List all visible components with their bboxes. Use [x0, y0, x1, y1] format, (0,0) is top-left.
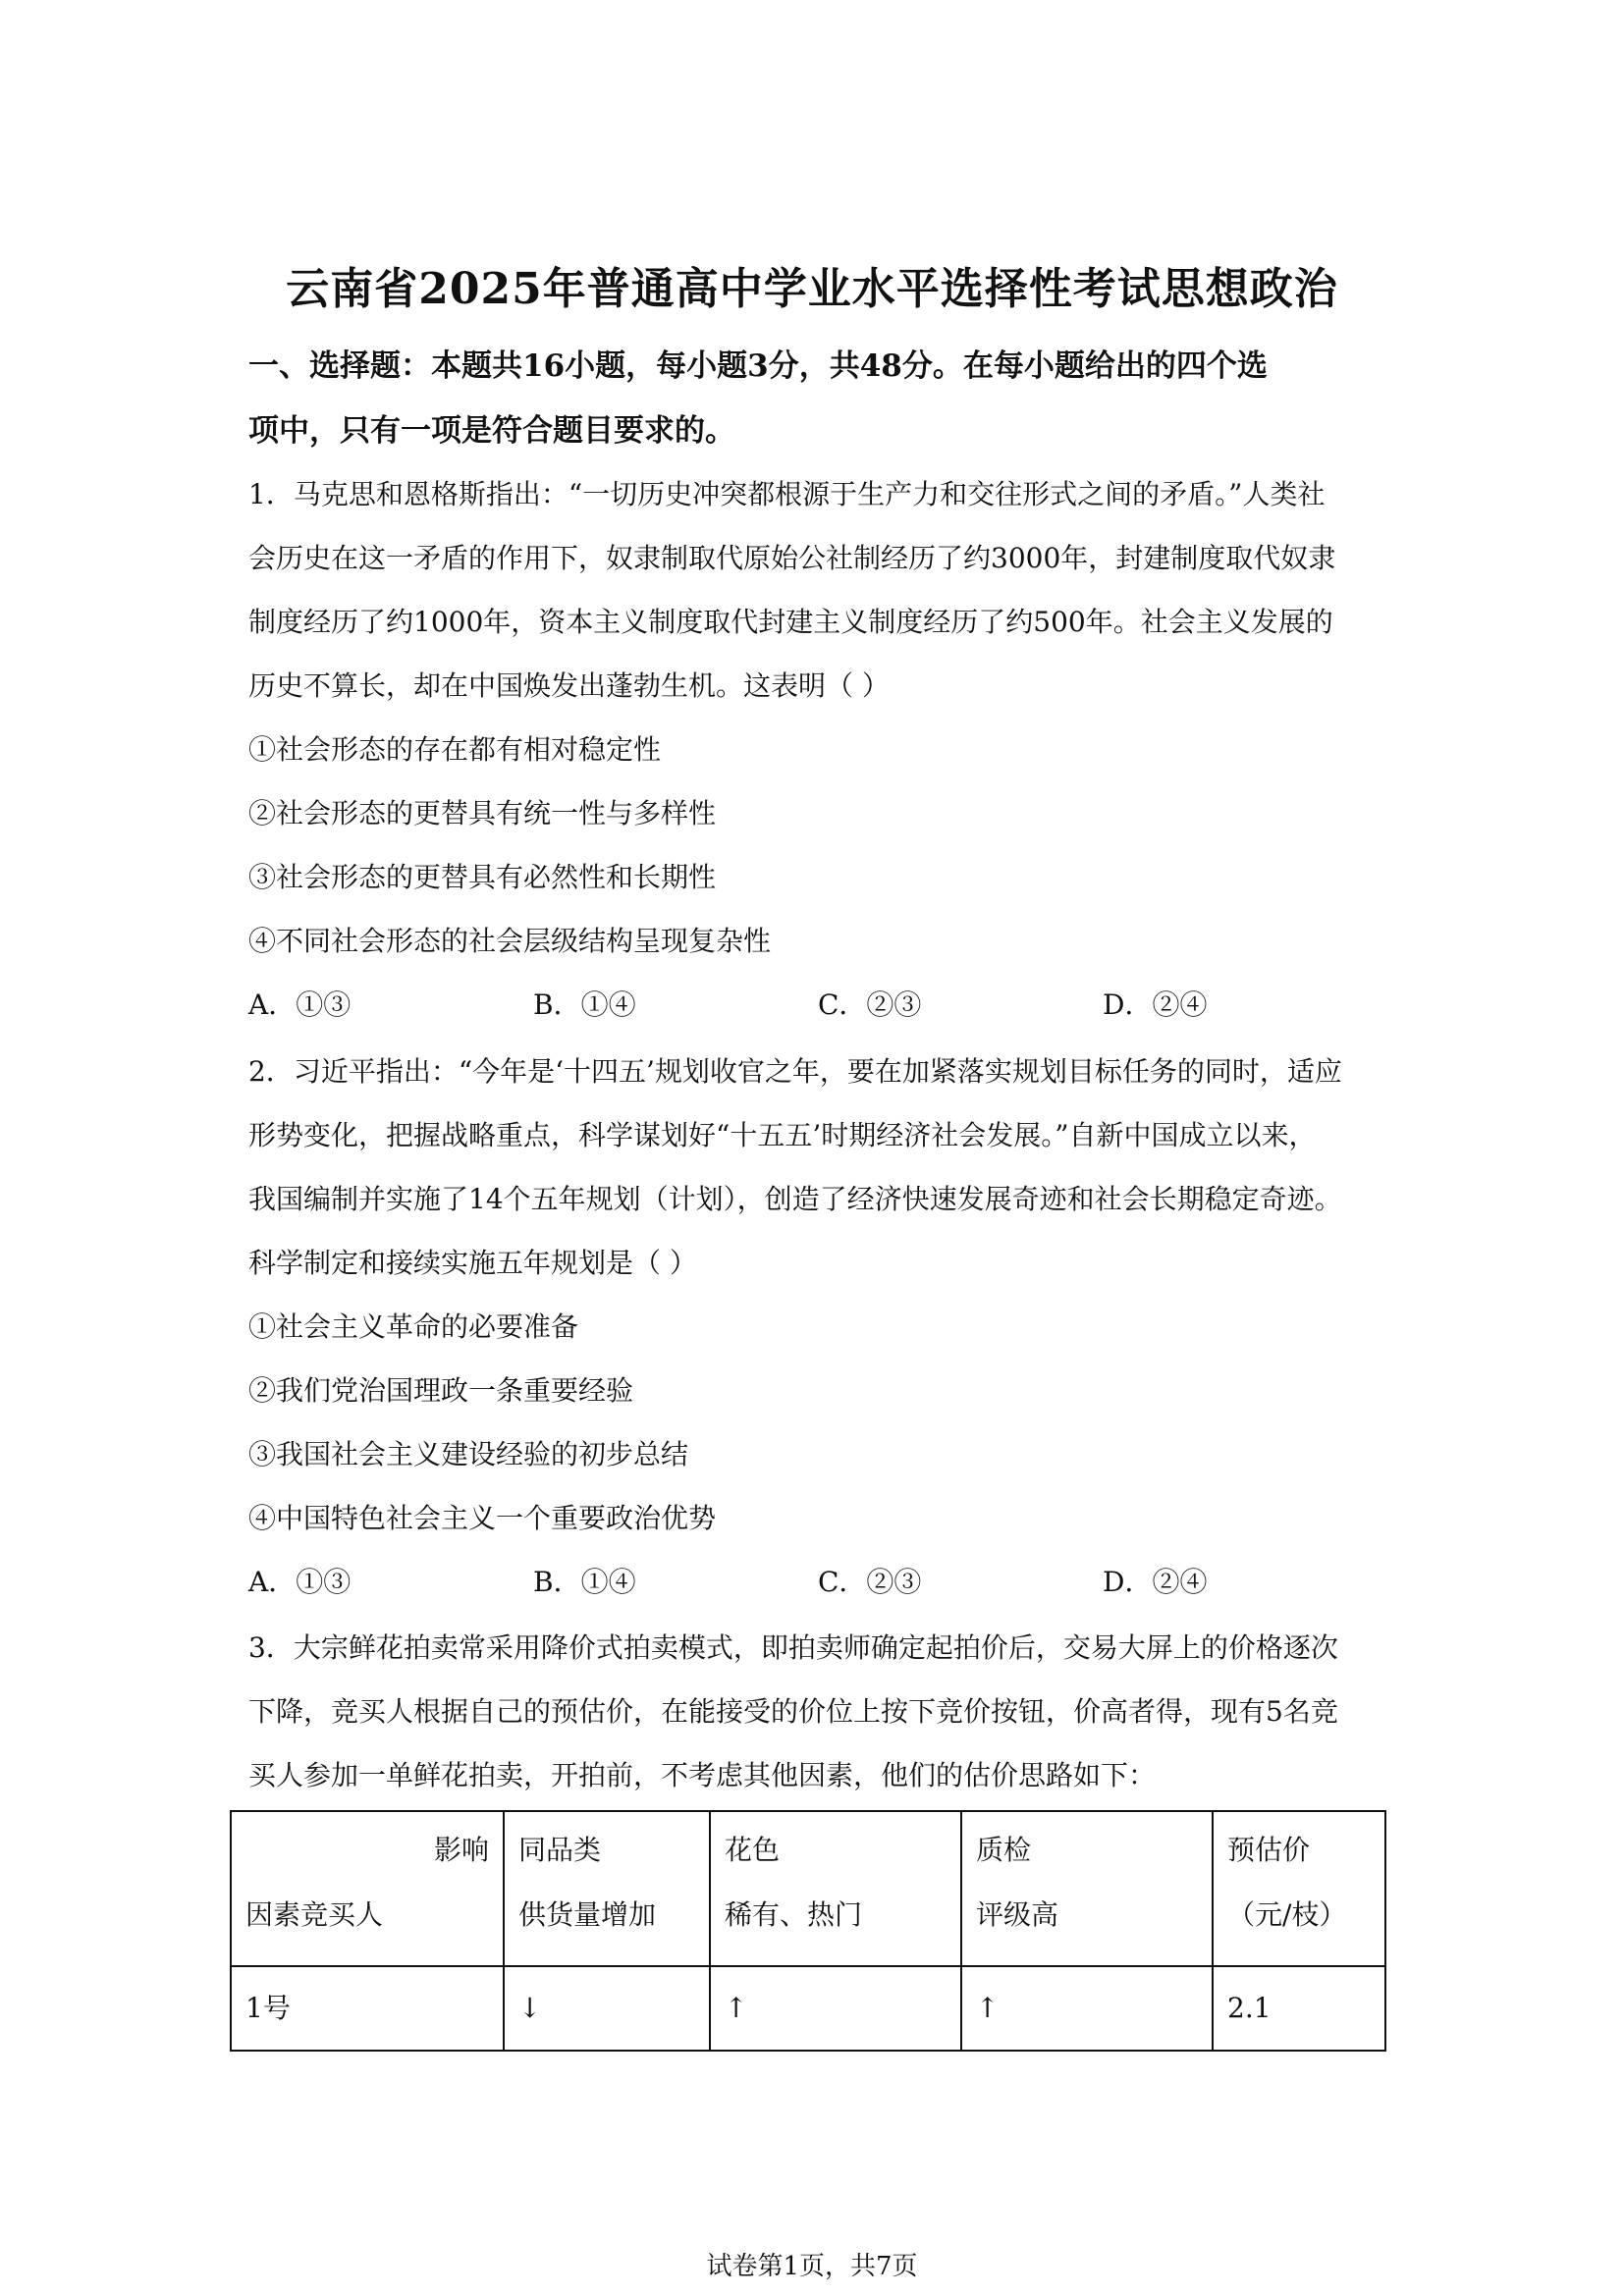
header-line-top: 质检	[976, 1834, 1032, 1866]
header-line-bottom: （元/枝）	[1227, 1898, 1347, 1931]
q1-option-b[interactable]: B．①④	[533, 988, 636, 1021]
q3-stem-line-1: 3．大宗鲜花拍卖常采用降价式拍卖模式，即拍卖师确定起拍价后，交易大屏上的价格逐次	[248, 1631, 1338, 1664]
section-heading-line-1: 一、选择题：本题共16小题，每小题3分，共48分。在每小题给出的四个选	[248, 348, 1268, 384]
q1-item-2: ②社会形态的更替具有统一性与多样性	[248, 797, 717, 829]
table-cell: ↓	[504, 1966, 710, 2051]
table-cell: ↑	[961, 1966, 1213, 2051]
header-line-bottom: 评级高	[976, 1898, 1059, 1931]
exam-title: 云南省2025年普通高中学业水平选择性考试思想政治	[286, 264, 1338, 314]
table-header-row	[231, 1811, 1385, 1966]
q2-option-d[interactable]: D．②④	[1103, 1566, 1208, 1598]
q2-item-2: ②我们党治国理政一条重要经验	[248, 1374, 634, 1407]
header-line-top: 影响	[433, 1834, 489, 1866]
q2-stem-line-3: 我国编制并实施了14个五年规划（计划），创造了经济快速发展奇迹和社会长期稳定奇迹。	[248, 1183, 1342, 1215]
table-header-cell	[710, 1811, 961, 1966]
q3-stem-line-2: 下降，竞买人根据自己的预估价，在能接受的价位上按下竞价按钮，价高者得，现有5名竞	[248, 1695, 1338, 1728]
table-header-cell	[961, 1811, 1213, 1966]
table-row	[231, 1966, 1385, 2051]
header-line-bottom: 因素竞买人	[245, 1898, 384, 1931]
q1-stem-line-3: 制度经历了约1000年，资本主义制度取代封建主义制度经历了约500年。社会主义发展的	[248, 606, 1333, 638]
q1-option-d[interactable]: D．②④	[1103, 988, 1208, 1021]
q1-item-3: ③社会形态的更替具有必然性和长期性	[248, 861, 717, 893]
q1-option-a[interactable]: A．①③	[248, 988, 352, 1021]
table-header-cell	[231, 1811, 504, 1966]
q1-item-1: ①社会形态的存在都有相对稳定性	[248, 733, 662, 766]
q1-item-4: ④不同社会形态的社会层级结构呈现复杂性	[248, 925, 772, 957]
q1-stem-line-2: 会历史在这一矛盾的作用下，奴隶制取代原始公社制经历了约3000年，封建制度取代奴隶	[248, 542, 1336, 574]
q2-item-1: ①社会主义革命的必要准备	[248, 1310, 579, 1343]
page-footer: 试卷第1页，共7页	[706, 2252, 918, 2281]
table-header-cell	[1213, 1811, 1385, 1966]
table-cell: 2.1	[1213, 1966, 1385, 2051]
header-line-bottom: 稀有、热门	[725, 1898, 863, 1931]
q2-item-3: ③我国社会主义建设经验的初步总结	[248, 1438, 689, 1470]
header-line-top: 花色	[725, 1834, 781, 1866]
q1-option-c[interactable]: C．②③	[818, 988, 922, 1021]
header-line-bottom: 供货量增加	[518, 1898, 657, 1931]
section-heading-line-2: 项中，只有一项是符合题目要求的。	[248, 413, 735, 449]
header-line-top: 同品类	[518, 1834, 602, 1866]
q2-stem-line-4: 科学制定和接续实施五年规划是（ ）	[248, 1247, 697, 1279]
q3-stem-line-3: 买人参加一单鲜花拍卖，开拍前，不考虑其他因素，他们的估价思路如下：	[248, 1759, 1157, 1791]
table-cell: 1号	[231, 1966, 504, 2051]
table-cell: ↑	[710, 1966, 961, 2051]
q2-option-a[interactable]: A．①③	[248, 1566, 352, 1598]
q1-stem-line-4: 历史不算长，却在中国焕发出蓬勃生机。这表明（ ）	[248, 669, 890, 702]
header-line-top: 预估价	[1227, 1834, 1311, 1866]
q2-stem-line-2: 形势变化，把握战略重点，科学谋划好“十五五’时期经济社会发展。”自新中国成立以来，	[248, 1119, 1317, 1151]
q2-option-c[interactable]: C．②③	[818, 1566, 922, 1598]
q2-item-4: ④中国特色社会主义一个重要政治优势	[248, 1502, 717, 1534]
table-header-cell	[504, 1811, 710, 1966]
q2-option-b[interactable]: B．①④	[533, 1566, 636, 1598]
q1-stem-line-1: 1．马克思和恩格斯指出：“一切历史冲突都根源于生产力和交往形式之间的矛盾。”人类社	[248, 478, 1326, 510]
bidder-estimation-table	[230, 1810, 1386, 2052]
q2-stem-line-1: 2．习近平指出：“今年是‘十四五’规划收官之年，要在加紧落实规划目标任务的同时，适应	[248, 1055, 1342, 1088]
